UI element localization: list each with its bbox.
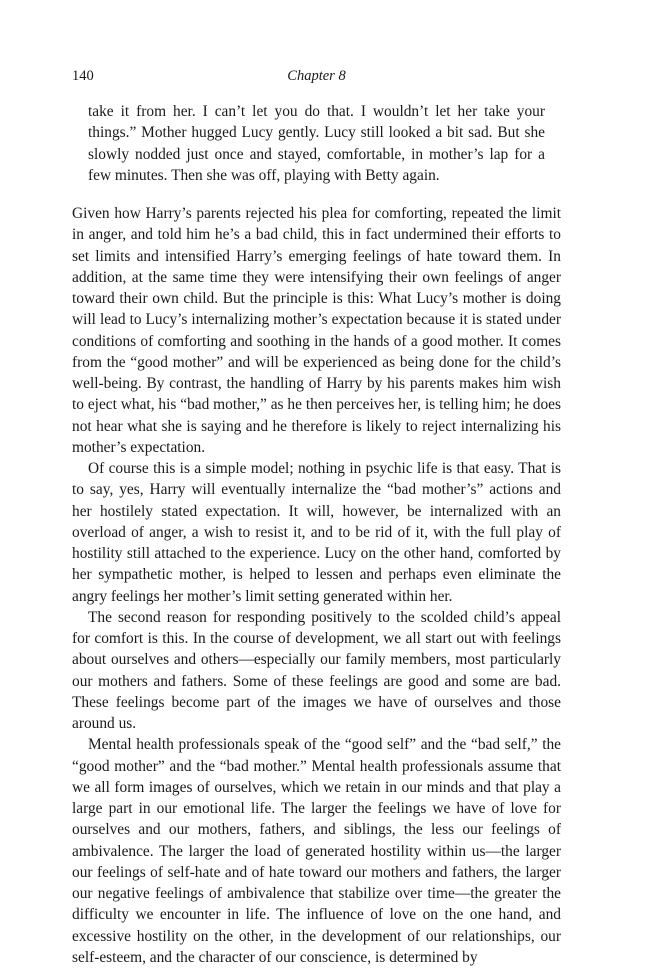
- paragraph: The second reason for responding positively to the scolded child’s appeal for comfort is this. In the course of development, we all start out with feelings about ourselves and others—especially our family members, most particularly our mothers and fathers. Some of these feelings are good and some are bad. These feelings become part of the images we have of ourselves and those around us.: [72, 608, 561, 732]
- paragraph: Of course this is a simple model; nothing in psychic life is that easy. That is to say, yes, Harry will eventually internalize the “bad mother’s” actions and her hostilely stated expectation. It will, however, be internalized with an overload of anger, a wish to resist it, and to be rid of it, with the full play of hostility still attached to the experience. Lucy on the other hand, comforted by her sympathetic mother, is helped to lessen and perhaps even eliminate the angry feelings her mother’s limit setting generated within her.: [72, 460, 561, 605]
- main-text: [72, 203, 561, 968]
- page-header: [72, 68, 561, 88]
- body-text: [72, 101, 561, 968]
- paragraph: Mental health professionals speak of the “good self” and the “bad self,” the “good mother” and the “bad mother.” Mental health professionals assume that we all form images of ourselves, which we retain in our minds and that play a large part in our emotional life. The larger the feelings we have of love for ourselves and our mothers, fathers, and siblings, the less our feelings of ambivalence. The larger the load of generated hostility within us—the larger our feelings of self-hate and of hate toward our mothers and fathers, the larger our negative feelings of ambivalence that stabilize over time—the greater the difficulty we encounter in life. The influence of love on the one hand, and excessive hostility on the other, in the development of our relationships, our self-esteem, and the character of our conscience, is determined by: [72, 736, 561, 966]
- page-number: 140: [72, 68, 94, 84]
- block-quote: [88, 101, 545, 186]
- block-quote-text: take it from her. I can’t let you do that. I wouldn’t let her take your things.” Mother hugged Lucy gently. Lucy still looked a bit sad. But she slowly nodded just once and stayed, comfortable, in mother’s lap for a few minutes. Then she was off, playing with Betty again.: [88, 103, 545, 184]
- running-head: Chapter 8: [287, 68, 346, 84]
- paragraph: Given how Harry’s parents rejected his plea for comforting, repeated the limit in anger, and told him he’s a bad child, this in fact undermined their efforts to set limits and intensified Harry’s emerging feelings of hate toward them. In addition, at the same time they were intensifying their own feelings of anger toward their own child. But the principle is this: What Lucy’s mother is doing will lead to Lucy’s internalizing mother’s expectation because it is stated under conditions of comforting and soothing in the hands of a good mother. It comes from the “good mother” and will be experienced as being done for the child’s well-being. By contrast, the handling of Harry by his parents makes him wish to eject what, his “bad mother,” as he then perceives her, is telling him; he does not hear what she is saying and he therefore is likely to reject internalizing his mother’s expectation.: [72, 205, 561, 456]
